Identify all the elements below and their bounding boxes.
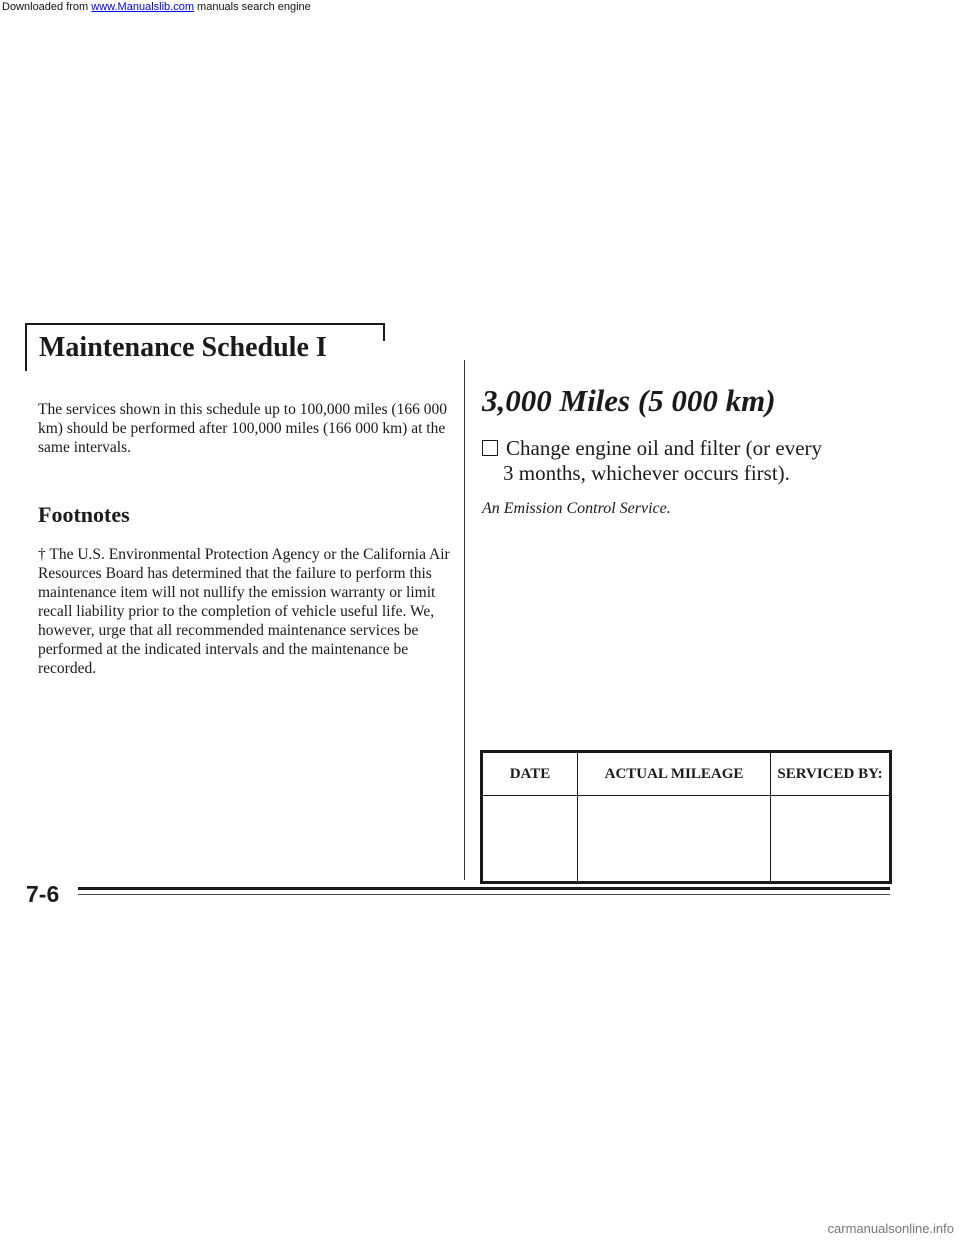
footnote-paragraph: † The U.S. Environmental Protection Agency or the California Air Resources Board has determined that the failure to perform this maintenance item will not nullify the emission warranty or limit recall liability prior to the completion of vehicle useful life. We, however, urge that all recommended maintenance services be performed at the indicated intervals and the maintenance be recorded. (38, 546, 450, 677)
table-header-row (482, 752, 891, 796)
serviced-by-header: SERVICED BY: (771, 752, 891, 796)
mileage-cell[interactable] (578, 796, 771, 883)
footer-rule (78, 887, 890, 890)
serviced-by-cell[interactable] (771, 796, 891, 883)
date-header: DATE (482, 752, 578, 796)
footnotes-heading: Footnotes (38, 502, 130, 527)
intro-paragraph: The services shown in this schedule up to 100,000 miles (166 000 km) should be performed after 100,000 miles (166 000 km) at the same intervals. (38, 401, 447, 456)
section-tab (25, 323, 385, 371)
checkbox[interactable] (482, 440, 498, 456)
section-title: Maintenance Schedule I (39, 332, 327, 363)
service-record-table (480, 750, 892, 884)
checklist-item (482, 436, 882, 486)
date-cell[interactable] (482, 796, 578, 883)
footer-rule-thin (78, 894, 890, 895)
banner-prefix: Downloaded from (2, 1, 92, 13)
checklist-line-1: Change engine oil and filter (or every (506, 436, 823, 460)
banner-suffix: manuals search engine (193, 1, 311, 13)
table-row (482, 796, 891, 883)
watermark: carmanualsonline.info (827, 1221, 954, 1236)
interval-heading: 3,000 Miles (5 000 km) (482, 383, 776, 418)
manualslib-link[interactable]: www.Manualslib.com (91, 1, 194, 13)
mileage-header: ACTUAL MILEAGE (578, 752, 771, 796)
download-banner (0, 0, 960, 14)
page-number: 7-6 (26, 881, 60, 907)
column-divider (464, 360, 465, 880)
emission-note: An Emission Control Service. (482, 500, 671, 517)
checklist-line-2: 3 months, whichever occurs first). (503, 461, 790, 485)
